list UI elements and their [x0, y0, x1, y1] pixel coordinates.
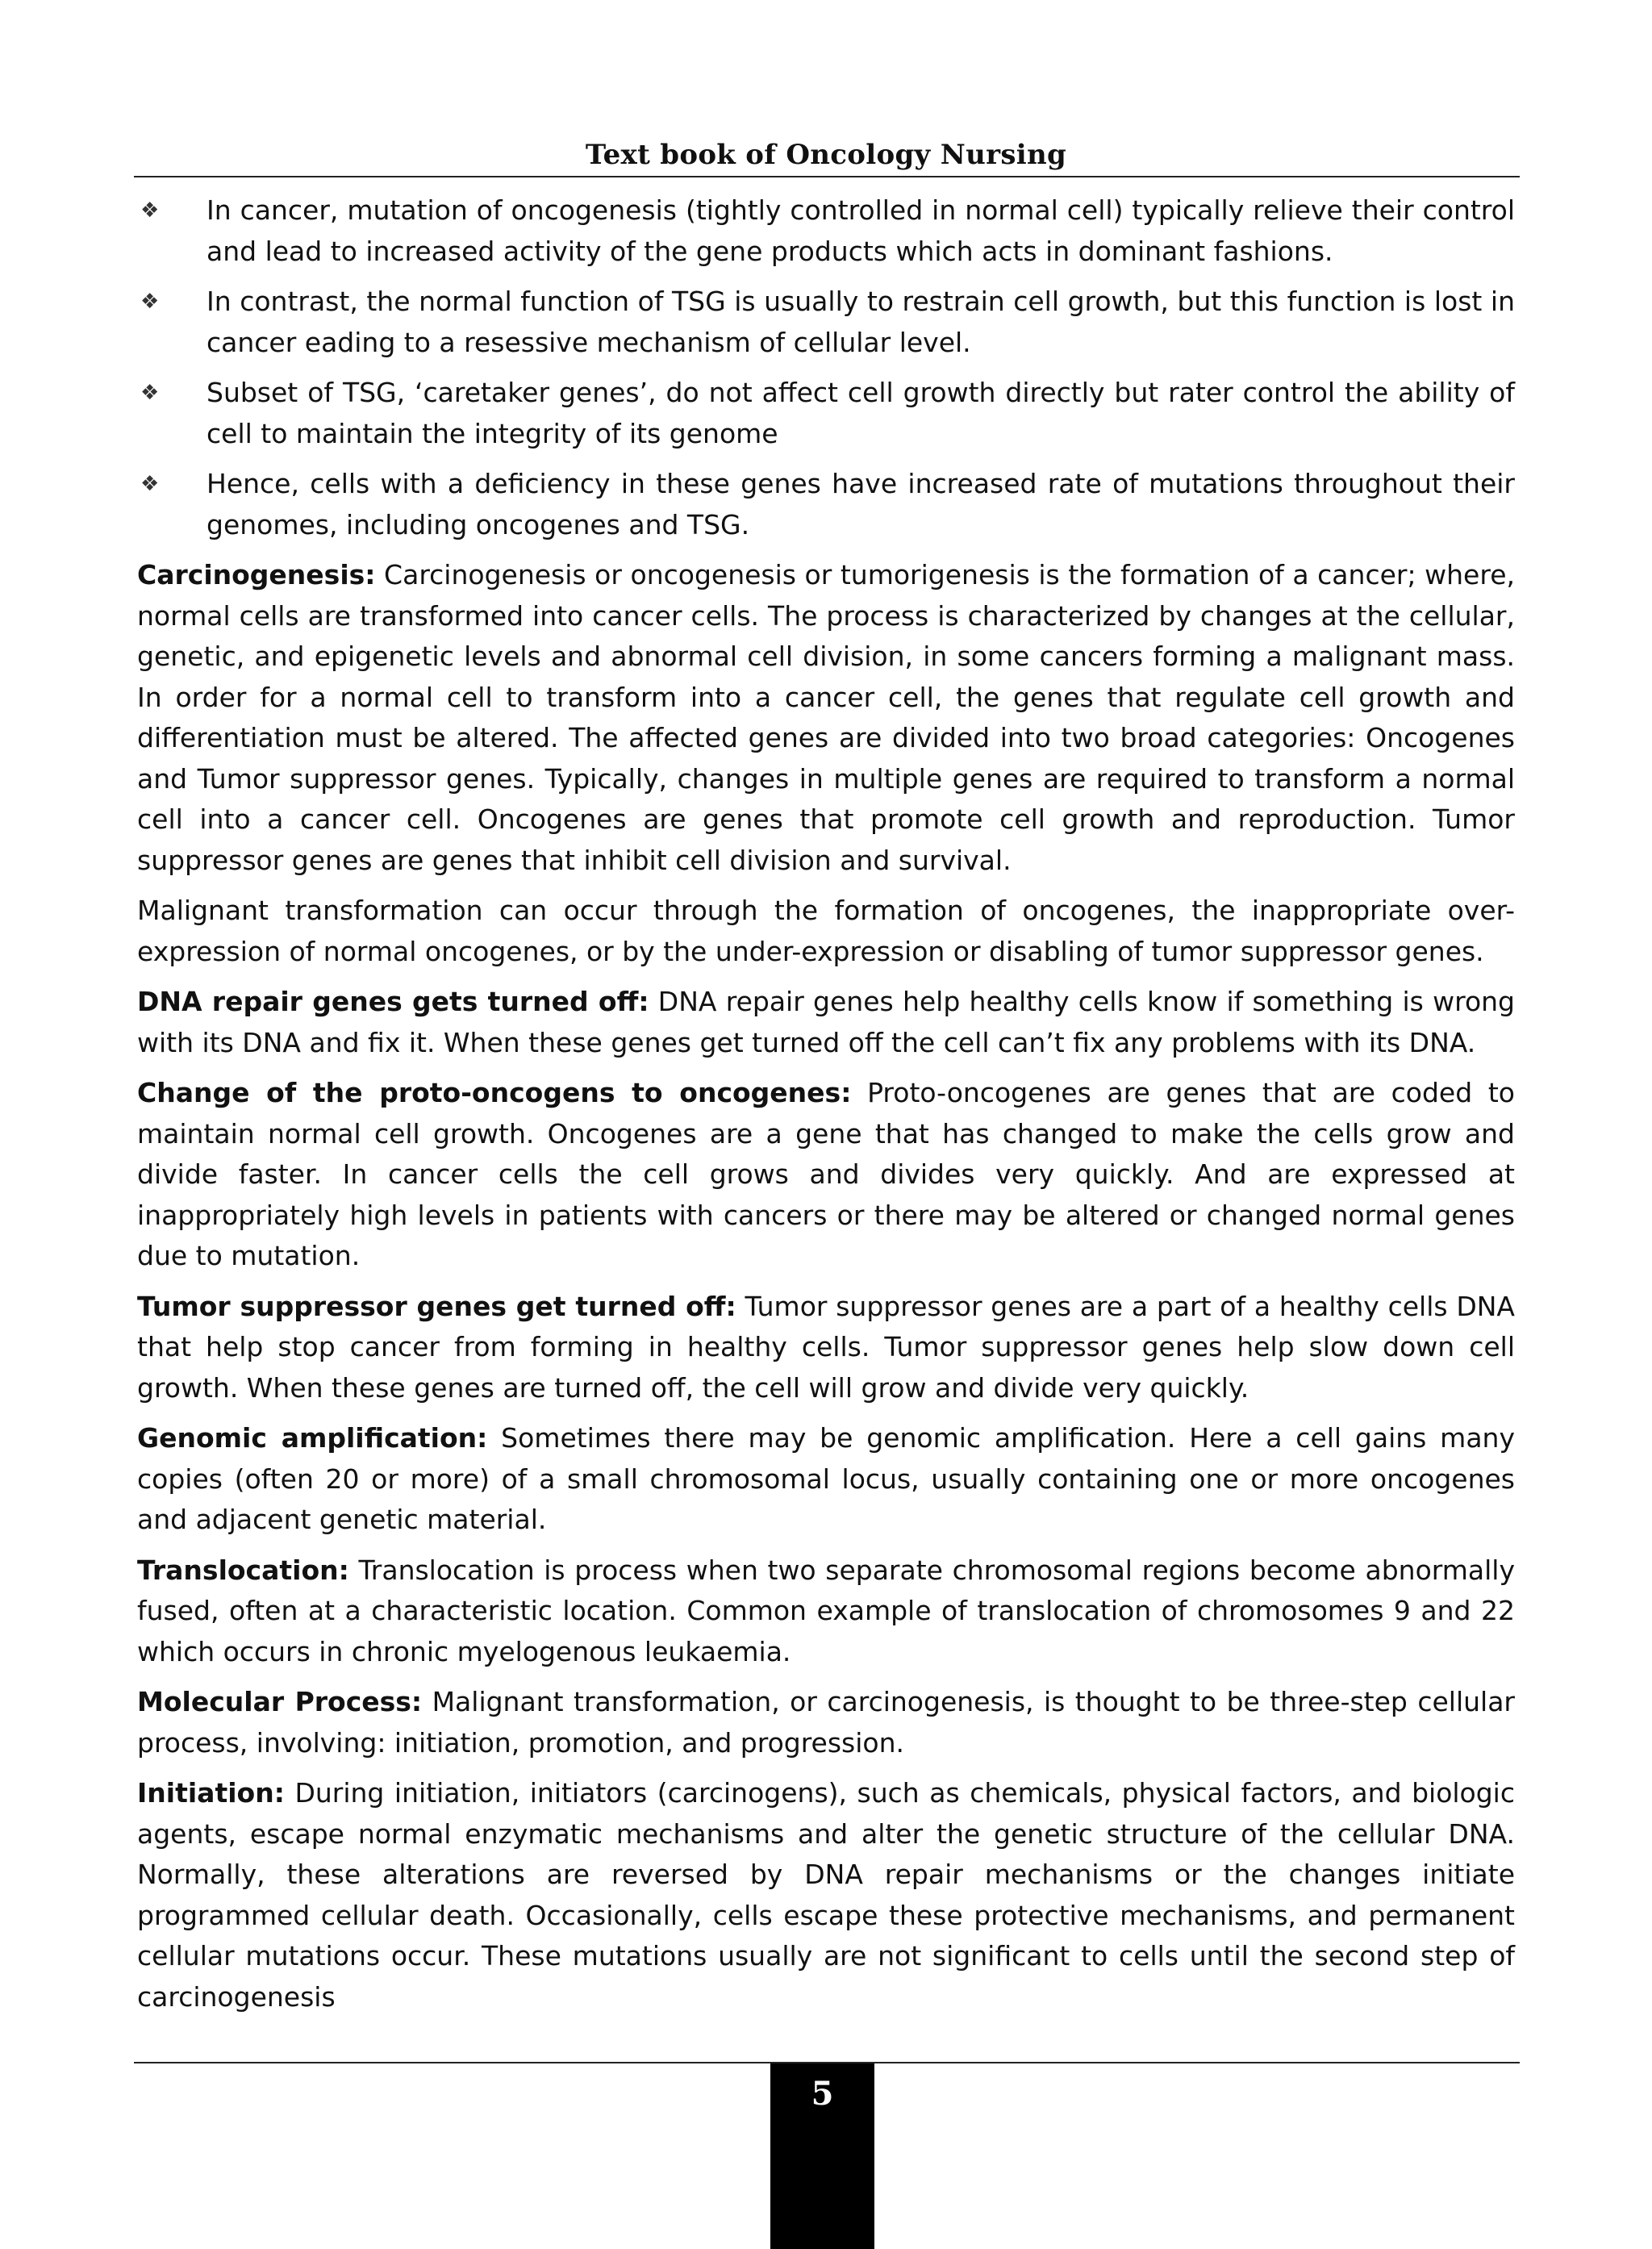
- proto-oncogenes-paragraph: [137, 1073, 1515, 1277]
- paragraph-heading: Change of the proto-oncogens to oncogenes:: [137, 1077, 852, 1108]
- paragraph-text: Carcinogenesis or oncogenesis or tumorigenesis is the formation of a cancer; where, normal cells are transformed into cancer cells. The process is characterized by changes at the cellular, genetic, and epigenetic levels and abnormal cell division, in some cancers forming a malignant mass. In order for a normal cell to transform into a cancer cell, the genes that regulate cell growth and differentiation must be altered. The affected genes are divided into two broad categories: Oncogenes and Tumor suppressor genes. Typically, changes in multiple genes are required to transform a normal cell into a cancer cell. Oncogenes are genes that promote cell growth and reproduction. Tumor suppressor genes are genes that inhibit cell division and survival.: [137, 559, 1515, 876]
- diamond-bullet-icon: ❖: [140, 290, 160, 314]
- bullet-text: Subset of TSG, ‘caretaker genes’, do not affect cell growth directly but rater control the ability of cell to maintain the integrity of its genome: [206, 377, 1515, 449]
- paragraph-text: During initiation, initiators (carcinogens), such as chemicals, physical factors, and biologic agents, escape normal enzymatic mechanisms and alter the genetic structure of the cellular DNA. Normally, these alterations are reversed by DNA repair mechanisms or the changes initiate programmed cellular death. Occasionally, cells escape these protective mechanisms, and permanent cellular mutations occur. These mutations usually are not significant to cells until the second step of carcinogenesis: [137, 1777, 1515, 2013]
- paragraph-text: Malignant transformation, or carcinogenesis, is thought to be three-step cellular process, involving: initiation, promotion, and progression.: [137, 1686, 1515, 1759]
- paragraph-heading: Genomic amplification:: [137, 1422, 488, 1454]
- tumor-suppressor-paragraph: [137, 1287, 1515, 1409]
- header-divider: [134, 176, 1520, 177]
- carcinogenesis-paragraph: [137, 555, 1515, 881]
- translocation-paragraph: [137, 1550, 1515, 1673]
- paragraph-text: Malignant transformation can occur through the formation of oncogenes, the inappropriate over-expression of normal oncogenes, or by the under-expression or disabling of tumor suppressor genes.: [137, 895, 1515, 967]
- bullet-item: [137, 282, 1515, 363]
- paragraph-text: Proto-oncogenes are genes that are coded to maintain normal cell growth. Oncogenes are a gene that has changed to make the cells grow and divide faster. In cancer cells the cell grows and divides very quickly. And are expressed at inappropriately high levels in patients with cancers or there may be altered or changed normal genes due to mutation.: [137, 1077, 1516, 1271]
- paragraph-heading: Tumor suppressor genes get turned off:: [137, 1290, 736, 1322]
- bullet-list: [137, 190, 1515, 545]
- page-number-tab: [770, 2063, 874, 2249]
- paragraph-text: Sometimes there may be genomic amplification. Here a cell gains many copies (often 20 or more) of a small chromosomal locus, usually containing one or more oncogenes and adjacent genetic material.: [137, 1422, 1515, 1535]
- paragraph-heading: Carcinogenesis:: [137, 559, 376, 590]
- paragraph-heading: DNA repair genes gets turned off:: [137, 986, 649, 1017]
- diamond-bullet-icon: ❖: [140, 198, 160, 223]
- running-header-title: Text book of Oncology Nursing: [585, 139, 1067, 171]
- diamond-bullet-icon: ❖: [140, 381, 160, 405]
- diamond-bullet-icon: ❖: [140, 472, 160, 496]
- page-body: [137, 190, 1515, 2027]
- paragraph-heading: Initiation:: [137, 1777, 285, 1809]
- bullet-text: In contrast, the normal function of TSG is usually to restrain cell growth, but this function is lost in cancer eading to a resessive mechanism of cellular level.: [206, 286, 1515, 358]
- genomic-amplification-paragraph: [137, 1418, 1515, 1541]
- paragraph-text: Tumor suppressor genes are a part of a healthy cells DNA that help stop cancer from forming in healthy cells. Tumor suppressor genes help slow down cell growth. When these genes are turned off, the cell will grow and divide very quickly.: [137, 1290, 1515, 1404]
- bullet-item: [137, 190, 1515, 272]
- molecular-process-paragraph: [137, 1682, 1515, 1763]
- bullet-item: [137, 464, 1515, 545]
- bullet-text: In cancer, mutation of oncogenesis (tightly controlled in normal cell) typically relieve their control and lead to increased activity of the gene products which acts in dominant fashions.: [206, 194, 1515, 267]
- initiation-paragraph: [137, 1773, 1515, 2017]
- page-number: 5: [811, 2075, 834, 2113]
- bullet-text: Hence, cells with a deficiency in these genes have increased rate of mutations throughout their genomes, including oncogenes and TSG.: [206, 468, 1515, 540]
- paragraph-heading: Translocation:: [137, 1554, 349, 1586]
- dna-repair-paragraph: [137, 982, 1515, 1063]
- malignant-transformation-paragraph: [137, 891, 1515, 972]
- paragraph-heading: Molecular Process:: [137, 1686, 423, 1717]
- bullet-item: [137, 373, 1515, 454]
- paragraph-text: DNA repair genes help healthy cells know if something is wrong with its DNA and fix it. When these genes get turned off the cell can’t fix any problems with its DNA.: [137, 986, 1515, 1058]
- paragraph-text: Translocation is process when two separate chromosomal regions become abnormally fused, often at a characteristic location. Common example of translocation of chromosomes 9 and 22 which occurs in chronic myelogenous leukaemia.: [137, 1554, 1515, 1667]
